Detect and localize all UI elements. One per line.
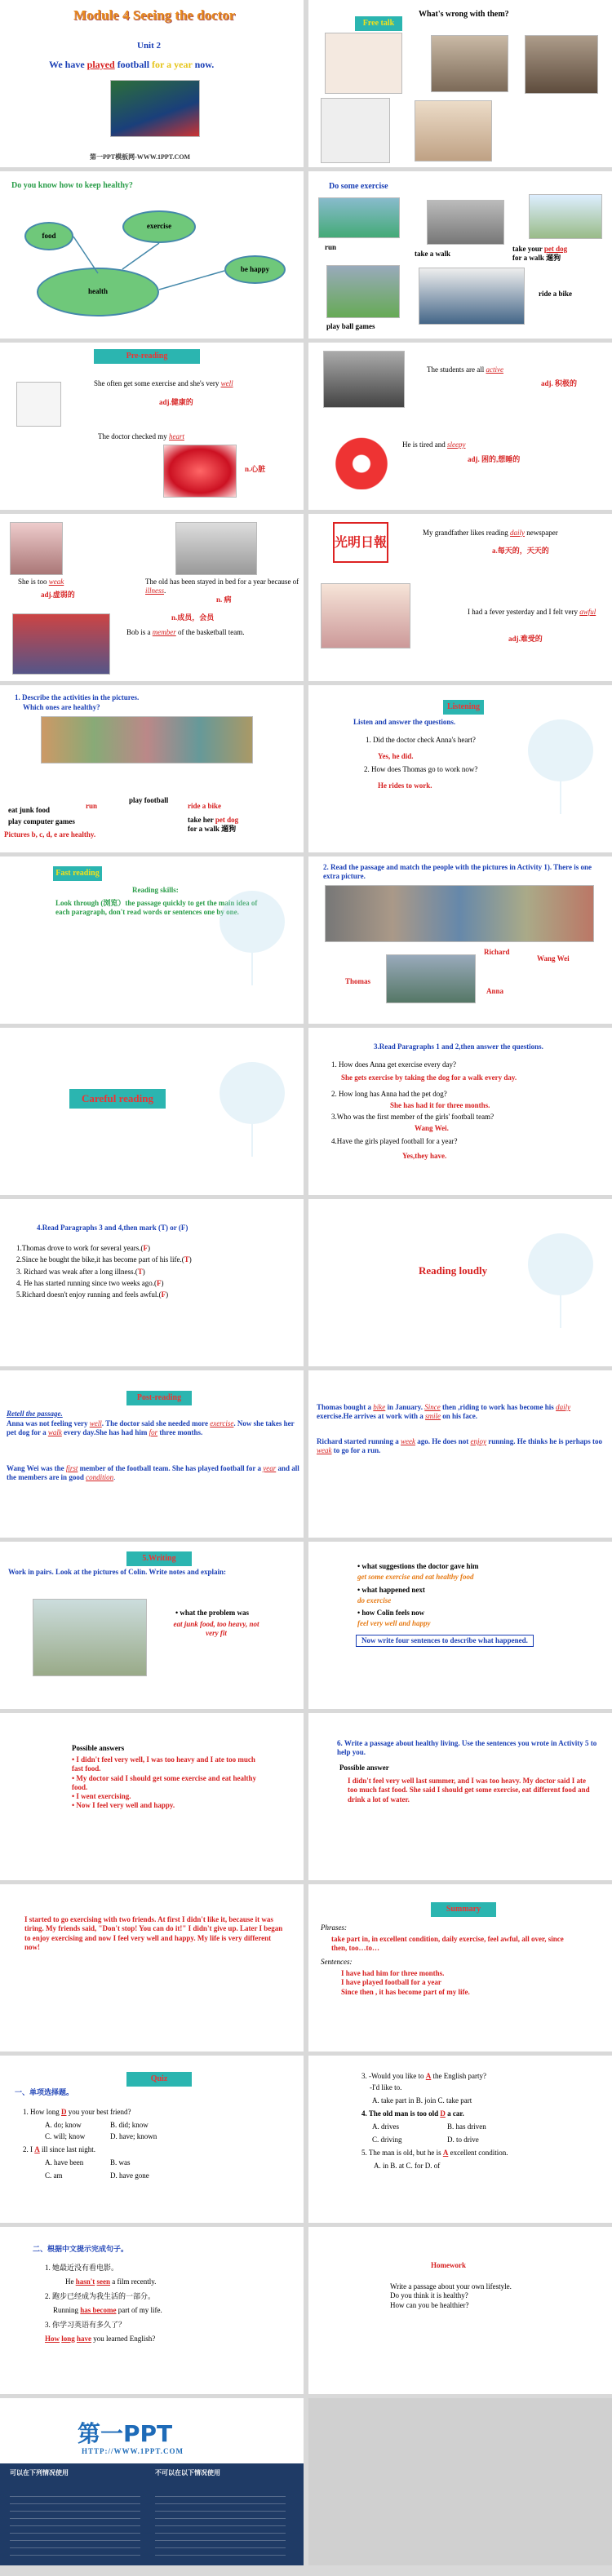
happened-answer: do exercise xyxy=(357,1596,392,1604)
slide-do-exercise xyxy=(308,171,612,339)
slide-pre-reading-1 xyxy=(0,343,304,510)
en-sentence-3: How long have you learned English? xyxy=(45,2335,156,2343)
slide-free-talk xyxy=(308,0,612,167)
balloon-decoration xyxy=(524,1232,597,1330)
describe-answer: Pictures b, c, d, e are healthy. xyxy=(4,830,96,839)
p12-q2: 2. How long has Anna had the pet dog? xyxy=(331,1090,447,1098)
health-oval: health xyxy=(37,268,159,316)
quiz-q3-options: A. take part in B. join C. take part xyxy=(372,2096,472,2105)
retell-para-1: Anna was not feeling very well. The doctor said she needed more exercise. Now she takes her pet dog for a walk every day.She has had him for three months. xyxy=(7,1419,295,1437)
quiz-q4-opt-a: A. drives xyxy=(372,2122,399,2131)
writing-task-box: Now write four sentences to describe what happened. xyxy=(356,1635,534,1647)
slide-quiz-2 xyxy=(308,2056,612,2223)
writing-instr: Work in pairs. Look at the pictures of Colin. Write notes and explain: xyxy=(8,1568,227,1576)
food-oval: food xyxy=(24,222,73,250)
label-computer-games: play computer games xyxy=(8,817,75,825)
p12-a1: She gets exercise by taking the dog for a walk every day. xyxy=(341,1073,517,1082)
quiz-q1: 1. How long D you your best friend? xyxy=(23,2108,131,2116)
quiz-q4: 4. The old man is too old D a car. xyxy=(361,2109,464,2118)
quiz-q4-opt-c: C. driving xyxy=(372,2136,402,2144)
jogger-photo xyxy=(16,382,61,427)
p34-item-2: 2.Since he bought the bike,it has become part of his life.(T) xyxy=(16,1255,192,1264)
p34-item-5: 5.Richard doesn't enjoy running and feels awful.(F) xyxy=(16,1290,169,1299)
dog-photo xyxy=(529,194,602,239)
happened-bullet: • what happened next xyxy=(357,1586,425,1594)
quiz-q3-reply: -I'd like to. xyxy=(370,2083,402,2091)
listening-a2: He rides to work. xyxy=(378,781,432,790)
p12-a3: Wang Wei. xyxy=(415,1124,449,1132)
credits-col2-lines xyxy=(155,2496,286,2557)
quiz-q2-opt-a: A. have been xyxy=(45,2158,84,2167)
football-team-photo xyxy=(110,80,200,137)
slide-passage-continued xyxy=(0,1884,304,2052)
slide-summary xyxy=(308,1884,612,2052)
run-label: run xyxy=(325,243,337,251)
label-eat-junk: eat junk food xyxy=(8,806,51,814)
walk-photo xyxy=(427,200,504,245)
weak-sentence: She is too weak xyxy=(18,578,64,586)
credits-col1-lines xyxy=(10,2496,140,2557)
suggestion-answer: get some exercise and eat healthy food xyxy=(357,1573,474,1581)
well-sentence: She often get some exercise and she's very well xyxy=(94,379,233,387)
careful-reading-tag: Careful reading xyxy=(69,1089,166,1109)
listening-instr: Listen and answer the questions. xyxy=(353,718,456,726)
weak-meaning: adj.虚弱的 xyxy=(41,591,75,599)
module-title: Module 4 Seeing the doctor xyxy=(73,7,236,23)
listening-q1: 1. Did the doctor check Anna's heart? xyxy=(366,736,476,744)
retell-para-3: Thomas bought a bike in January. Since then ,riding to work has become his daily exercise.He arrives at work with a smile on his face. xyxy=(317,1403,571,1421)
ball-games-photo xyxy=(326,265,400,318)
describe-q1: 1. Describe the activities in the pictures. xyxy=(15,693,140,702)
well-meaning: adj.健康的 xyxy=(159,398,193,406)
slide-quiz-1 xyxy=(0,2056,304,2223)
slide-complete-sentences xyxy=(0,2227,304,2394)
quiz-q2-opt-c: C. am xyxy=(45,2171,63,2180)
p34-item-3: 3. Richard was weak after a long illness.(T) xyxy=(16,1267,145,1276)
summary-sentences xyxy=(341,1969,470,1997)
en-sentence-1: He hasn't seen a film recently. xyxy=(65,2277,157,2286)
cn-sentence-2: 2. 跑步已经成为我生活的一部分。 xyxy=(45,2292,156,2300)
active-sentence: The students are all active xyxy=(427,365,503,374)
students-photo xyxy=(323,351,405,408)
colin-picture xyxy=(33,1599,147,1676)
label-play-football: play football xyxy=(129,796,169,804)
match-photo-bottom xyxy=(386,954,476,1003)
credits-panel xyxy=(0,2463,304,2565)
summary-sentence-3: Since then , it has become part of my life. xyxy=(341,1987,470,1996)
quiz-q2: 2. I A ill since last night. xyxy=(23,2145,95,2153)
p34-instr: 4.Read Paragraphs 3 and 4,then mark (T) or (F) xyxy=(37,1224,188,1232)
active-meaning: adj. 积极的 xyxy=(541,379,578,387)
listening-q2: 2. How does Thomas go to work now? xyxy=(364,765,478,773)
homework-title: Homework xyxy=(431,2261,466,2269)
retell-title: Retell the passage. xyxy=(7,1410,63,1418)
possible-answers-title: Possible answers xyxy=(72,1744,125,1752)
slide-fast-reading xyxy=(0,856,304,1024)
member-meaning: n.成员，会员 xyxy=(171,613,215,622)
slide-pre-reading-4 xyxy=(308,514,612,681)
awful-sentence: I had a fever yesterday and I felt very awful xyxy=(468,608,596,616)
watermark-text: 第一PPT模板网-WWW.1PPT.COM xyxy=(90,153,191,161)
awful-meaning: adj.难受的 xyxy=(508,635,543,643)
credits-col2-title: 不可以在以下情况使用 xyxy=(155,2469,220,2476)
homework-line-1: Write a passage about your own lifestyle. xyxy=(390,2282,512,2291)
suggestion-bullet: • what suggestions the doctor gave him xyxy=(357,1562,479,1570)
fever-photo xyxy=(321,583,410,648)
label-pet-dog: take her pet dog for a walk 遛狗 xyxy=(188,816,239,834)
label-run: run xyxy=(86,802,98,810)
possible-answer-3: • I went exercising. xyxy=(72,1792,131,1800)
slide-describe-activities xyxy=(0,685,304,852)
quiz-q2-opt-b: B. was xyxy=(110,2158,131,2167)
quiz-q1-opt-d: D. have; known xyxy=(110,2132,157,2140)
post-reading-tag: Post-reading xyxy=(126,1391,192,1405)
sleepy-meaning: adj. 困的,想睡的 xyxy=(468,455,521,463)
possible-answer-2: • My doctor said I should get some exercise and eat healthy food. xyxy=(72,1773,257,1791)
reading-skills-body: Look through (浏览）the passage quickly to get the main idea of each paragraph, don't read words or sentences one by one. xyxy=(55,899,258,917)
healthy-question: Do you know how to keep healthy? xyxy=(11,181,133,190)
pre-reading-tag: Pre-reading xyxy=(94,349,200,364)
writing-tag: 5.Writing xyxy=(126,1551,192,1566)
p12-instr: 3.Read Paragraphs 1 and 2,then answer the questions. xyxy=(374,1042,543,1051)
feels-bullet: • how Colin feels now xyxy=(357,1609,425,1617)
brand-url: HTTP://WWW.1PPT.COM xyxy=(82,2447,184,2455)
slide-pre-reading-3 xyxy=(0,514,304,681)
slide-title xyxy=(0,0,304,167)
quiz-q5-options: A. in B. at C. for D. of xyxy=(374,2162,441,2170)
passage-continued-body: I started to go exercising with two friends. At first I didn't like it, because it was tiring. My friends said, "Don't stop! You can do it!" I didn't give up. Later I began to enjoy exercising and now I feel very well and happy. My life is very different now! xyxy=(24,1915,283,1951)
sick-woman-photo xyxy=(415,100,492,162)
quiz-q4-opt-b: B. has driven xyxy=(447,2122,486,2131)
p34-item-1: 1.Thomas drove to work for several years.(F) xyxy=(16,1244,150,1252)
run-photo xyxy=(318,197,400,238)
old-man-bed-photo xyxy=(175,522,257,575)
basketball-team-photo xyxy=(12,613,110,675)
balloon-decoration xyxy=(215,889,289,987)
illness-sentence: The old has been stayed in bed for a year because of illness. xyxy=(145,578,299,595)
exercise-oval: exercise xyxy=(122,210,196,243)
sick-man-photo xyxy=(525,35,598,94)
quiz-q2-opt-d: D. have gone xyxy=(110,2171,149,2180)
slide-reading-loudly xyxy=(308,1199,612,1366)
label-richard: Richard xyxy=(484,948,510,956)
cn-sentence-3: 3. 你学习英语有多久了？ xyxy=(45,2321,126,2329)
listening-tag: Listening xyxy=(443,700,484,715)
heart-photo xyxy=(163,445,237,498)
quiz-q4-opt-d: D. to drive xyxy=(447,2136,479,2144)
quiz-q1-opt-b: B. did; know xyxy=(110,2121,149,2129)
quiz-section-2: 二、根据中文提示完成句子。 xyxy=(33,2245,129,2253)
p12-q1: 1. How does Anna get exercise every day? xyxy=(331,1060,456,1069)
cartoon-ill-photo xyxy=(325,33,402,94)
exercise-tag: Do some exercise xyxy=(329,181,388,191)
match-instr: 2. Read the passage and match the people with the pictures in Activity 1). There is one extra picture. xyxy=(323,863,592,881)
quiz-tag: Quiz xyxy=(126,2072,192,2087)
cn-sentence-1: 1. 她最近没有看电影。 xyxy=(45,2264,119,2272)
summary-sentence-1: I have had him for three months. xyxy=(341,1969,445,1977)
p34-items xyxy=(16,1244,192,1302)
slide-keep-healthy xyxy=(0,171,304,339)
feels-answer: feel very well and happy xyxy=(357,1619,431,1627)
balloon-decoration xyxy=(215,1060,289,1158)
cartoon-sick-photo xyxy=(321,98,390,163)
homework-list xyxy=(390,2282,512,2310)
bike-label: ride a bike xyxy=(539,290,573,298)
slide-homework xyxy=(308,2227,612,2394)
passage-answer-title: Possible answer xyxy=(339,1764,389,1772)
slide-possible-answers xyxy=(0,1713,304,1880)
slide-healthy-passage xyxy=(308,1713,612,1880)
activities-photo-strip xyxy=(41,716,253,764)
p12-a4: Yes,they have. xyxy=(402,1152,447,1160)
sleepy-sentence: He is tired and sleepy xyxy=(402,440,466,449)
bike-photo xyxy=(419,268,525,325)
match-photo-top xyxy=(325,885,594,942)
retell-para-2: Wang Wei was the first member of the football team. She has played football for a year and all the members are in good condition. xyxy=(7,1464,299,1482)
reading-skills-title: Reading skills: xyxy=(132,886,179,894)
sleepy-cartoon xyxy=(333,432,390,489)
p12-a2: She has had it for three months. xyxy=(390,1101,490,1109)
slide-careful-reading xyxy=(0,1028,304,1195)
quiz-section-1: 一、单项选择题。 xyxy=(15,2088,74,2096)
homework-line-3: How can you be healthier? xyxy=(390,2300,469,2309)
retell-para-4: Richard started running a week ago. He does not enjoy running. He thinks he is perhaps too weak to go for a run. xyxy=(317,1437,603,1455)
phrases-label: Phrases: xyxy=(321,1923,347,1932)
possible-answer-1: • I didn't feel very well, I was too heavy and I ate too much fast food. xyxy=(72,1755,255,1773)
free-talk-tag: Free talk xyxy=(355,16,402,31)
free-talk-question: What's wrong with them? xyxy=(419,10,509,19)
p34-item-4: 4. He has started running since two weeks ago.(F) xyxy=(16,1278,164,1287)
phrases-text: take part in, in excellent condition, daily exercise, feel awful, all over, since then, too…to… xyxy=(331,1935,564,1953)
unit-label: Unit 2 xyxy=(137,41,162,51)
possible-answer-4: • Now I feel very well and happy. xyxy=(72,1801,175,1810)
credits-col1-title: 可以在下列情况使用 xyxy=(10,2469,69,2476)
label-ride: ride a bike xyxy=(188,802,222,810)
p12-q4: 4.Have the girls played football for a year? xyxy=(331,1137,458,1145)
summary-tag: Summary xyxy=(431,1902,496,1917)
summary-sentence-2: I have played football for a year xyxy=(341,1978,441,1987)
passage-instr: 6. Write a passage about healthy living. Use the sentences you wrote in Activity 5 to help you. xyxy=(337,1739,597,1757)
p12-q3: 3.Who was the first member of the girls' football team? xyxy=(331,1113,494,1121)
quiz-q1-opt-c: C. will; know xyxy=(45,2132,86,2140)
homework-line-2: Do you think it is healthy? xyxy=(390,2291,468,2300)
fast-reading-tag: Fast reading xyxy=(53,866,102,881)
headache-photo xyxy=(431,35,508,92)
slide-writing-1 xyxy=(0,1542,304,1709)
possible-answers-list xyxy=(72,1755,259,1811)
ball-games-label: play ball games xyxy=(326,322,375,330)
dog-label: take your pet dog for a walk 遛狗 xyxy=(512,245,568,263)
quiz-q1-opt-a: A. do; know xyxy=(45,2121,82,2129)
slide-pre-reading-2 xyxy=(308,343,612,510)
label-wang-wei: Wang Wei xyxy=(537,954,570,963)
listening-a1: Yes, he did. xyxy=(378,752,414,760)
walk-label: take a walk xyxy=(415,250,451,258)
slide-match-people xyxy=(308,856,612,1024)
member-sentence: Bob is a member of the basketball team. xyxy=(126,628,245,636)
slide-writing-2 xyxy=(308,1542,612,1709)
slide-retell-1 xyxy=(0,1370,304,1538)
writing-answer: eat junk food, too heavy, not very fit xyxy=(173,1620,259,1638)
heart-sentence: The doctor checked my heart xyxy=(98,432,184,440)
slide-listening xyxy=(308,685,612,852)
weak-girl-photo xyxy=(10,522,63,575)
describe-q2: Which ones are healthy? xyxy=(23,703,100,711)
slide-credits xyxy=(0,2398,304,2565)
be-happy-oval: be happy xyxy=(224,255,286,284)
newspaper-logo: 光明日報 xyxy=(333,522,388,563)
reading-loudly-text: Reading loudly xyxy=(419,1264,488,1277)
slide-paragraphs-1-2 xyxy=(308,1028,612,1195)
en-sentence-2: Running has become part of my life. xyxy=(53,2306,162,2314)
label-anna: Anna xyxy=(486,987,504,995)
writing-bullet: • what the problem was xyxy=(175,1609,249,1617)
title-sentence: We have played football for a year now. xyxy=(49,59,215,70)
daily-sentence: My grandfather likes reading daily newspaper xyxy=(423,529,558,537)
balloon-decoration xyxy=(524,718,597,816)
sentences-label: Sentences: xyxy=(321,1958,353,1966)
daily-meaning: a.每天的，天天的 xyxy=(492,547,549,555)
mindmap-connectors xyxy=(0,171,304,339)
slide-paragraphs-3-4 xyxy=(0,1199,304,1366)
heart-meaning: n.心脏 xyxy=(245,465,266,473)
quiz-q3: 3. -Would you like to A the English party? xyxy=(361,2072,487,2080)
empty-slot xyxy=(308,2398,612,2565)
passage-answer-body: I didn't feel very well last summer, and I was too heavy. My doctor said I ate too much fast food. She said I should get some exercise, eat different food and drink a lot of water. xyxy=(348,1777,590,1804)
brand-logo: 第一PPT xyxy=(78,2420,173,2447)
illness-meaning: n. 病 xyxy=(216,595,232,604)
label-thomas: Thomas xyxy=(345,977,371,985)
quiz-q5: 5. The man is old, but he is A excellent condition. xyxy=(361,2149,508,2157)
slide-retell-2 xyxy=(308,1370,612,1538)
